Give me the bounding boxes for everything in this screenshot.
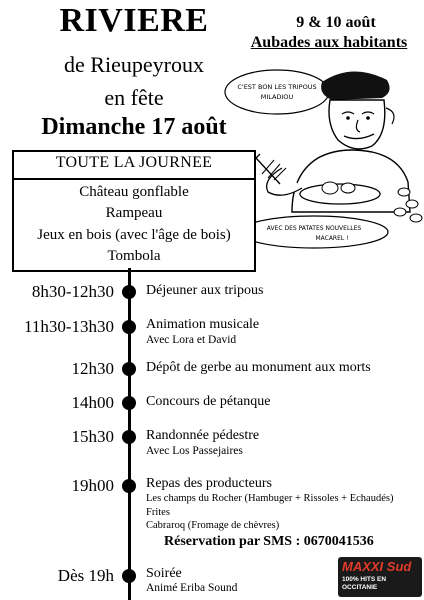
schedule-event: Randonnée pédestre <box>146 428 260 443</box>
logo-name: MAXXI Sud <box>342 559 412 574</box>
schedule-time: 11h30-13h30 <box>23 317 114 336</box>
event-subtitle-place: de Rieupeyroux <box>64 52 204 77</box>
timeline-dot <box>122 362 136 376</box>
all-day-item: Jeux en bois (avec l'âge de bois) <box>37 227 231 243</box>
aubades-dates: 9 & 10 août <box>296 14 376 31</box>
speech-top-text-2: MILADIOU <box>260 93 294 101</box>
schedule-time: 8h30-12h30 <box>31 282 114 301</box>
plate <box>300 184 380 204</box>
reservation-sms: Réservation par SMS : 0670041536 <box>164 534 374 549</box>
schedule-event: Déjeuner aux tripous <box>146 283 264 298</box>
schedule-detail: Animé Eriba Sound <box>146 582 238 594</box>
event-title: RIVIERE <box>59 2 209 39</box>
timeline-dot <box>122 285 136 299</box>
schedule-detail: Les champs du Rocher (Hambuger + Rissoles + Echaudés) <box>146 493 394 504</box>
schedule-detail: Frites <box>146 507 170 518</box>
schedule-event: Soirée <box>146 566 182 581</box>
all-day-item: Rampeau <box>105 205 163 221</box>
schedule-detail: Avec Los Passejaires <box>146 445 243 457</box>
schedule-detail: Cabraroq (Fromage de chèvres) <box>146 520 280 531</box>
timeline-dot <box>122 479 136 493</box>
timeline-dot <box>122 396 136 410</box>
event-date: Dimanche 17 août <box>41 114 227 140</box>
speech-bubble-top <box>225 70 329 114</box>
all-day-box <box>12 150 256 272</box>
speech-top-text-1: C'EST BON LES TRIPOUS <box>237 83 317 91</box>
schedule-event: Repas des producteurs <box>146 476 272 491</box>
schedule-time: Dès 19h <box>57 566 114 585</box>
all-day-item: Tombola <box>107 248 161 264</box>
schedule-event: Concours de pétanque <box>146 394 271 409</box>
event-subtitle-fete: en fête <box>104 85 164 110</box>
schedule-event: Animation musicale <box>146 317 260 332</box>
schedule-time: 14h00 <box>71 393 114 412</box>
schedule-time: 19h00 <box>71 476 114 495</box>
all-day-heading: TOUTE LA JOURNEE <box>55 154 213 171</box>
beret <box>321 71 389 100</box>
schedule-event: Dépôt de gerbe au monument aux morts <box>146 360 371 375</box>
maxxi-sud-logo <box>338 557 422 597</box>
all-day-item: Château gonflable <box>79 184 189 200</box>
timeline-dot <box>122 569 136 583</box>
schedule-time: 15h30 <box>71 427 114 446</box>
timeline-dot <box>122 320 136 334</box>
all-day-divider <box>14 178 254 180</box>
schedule-time: 12h30 <box>71 359 114 378</box>
timeline-dot <box>122 430 136 444</box>
aubades-title: Aubades aux habitants <box>250 34 408 51</box>
speech-bubble-bottom <box>240 216 388 248</box>
speech-bottom-text-2: MACAREL ! <box>315 235 349 242</box>
logo-tagline: 100% HITS EN OCCITANIE <box>342 576 387 591</box>
schedule-detail: Avec Lora et David <box>146 334 237 346</box>
speech-bottom-text-1: AVEC DES PATATES NOUVELLES <box>266 225 362 232</box>
